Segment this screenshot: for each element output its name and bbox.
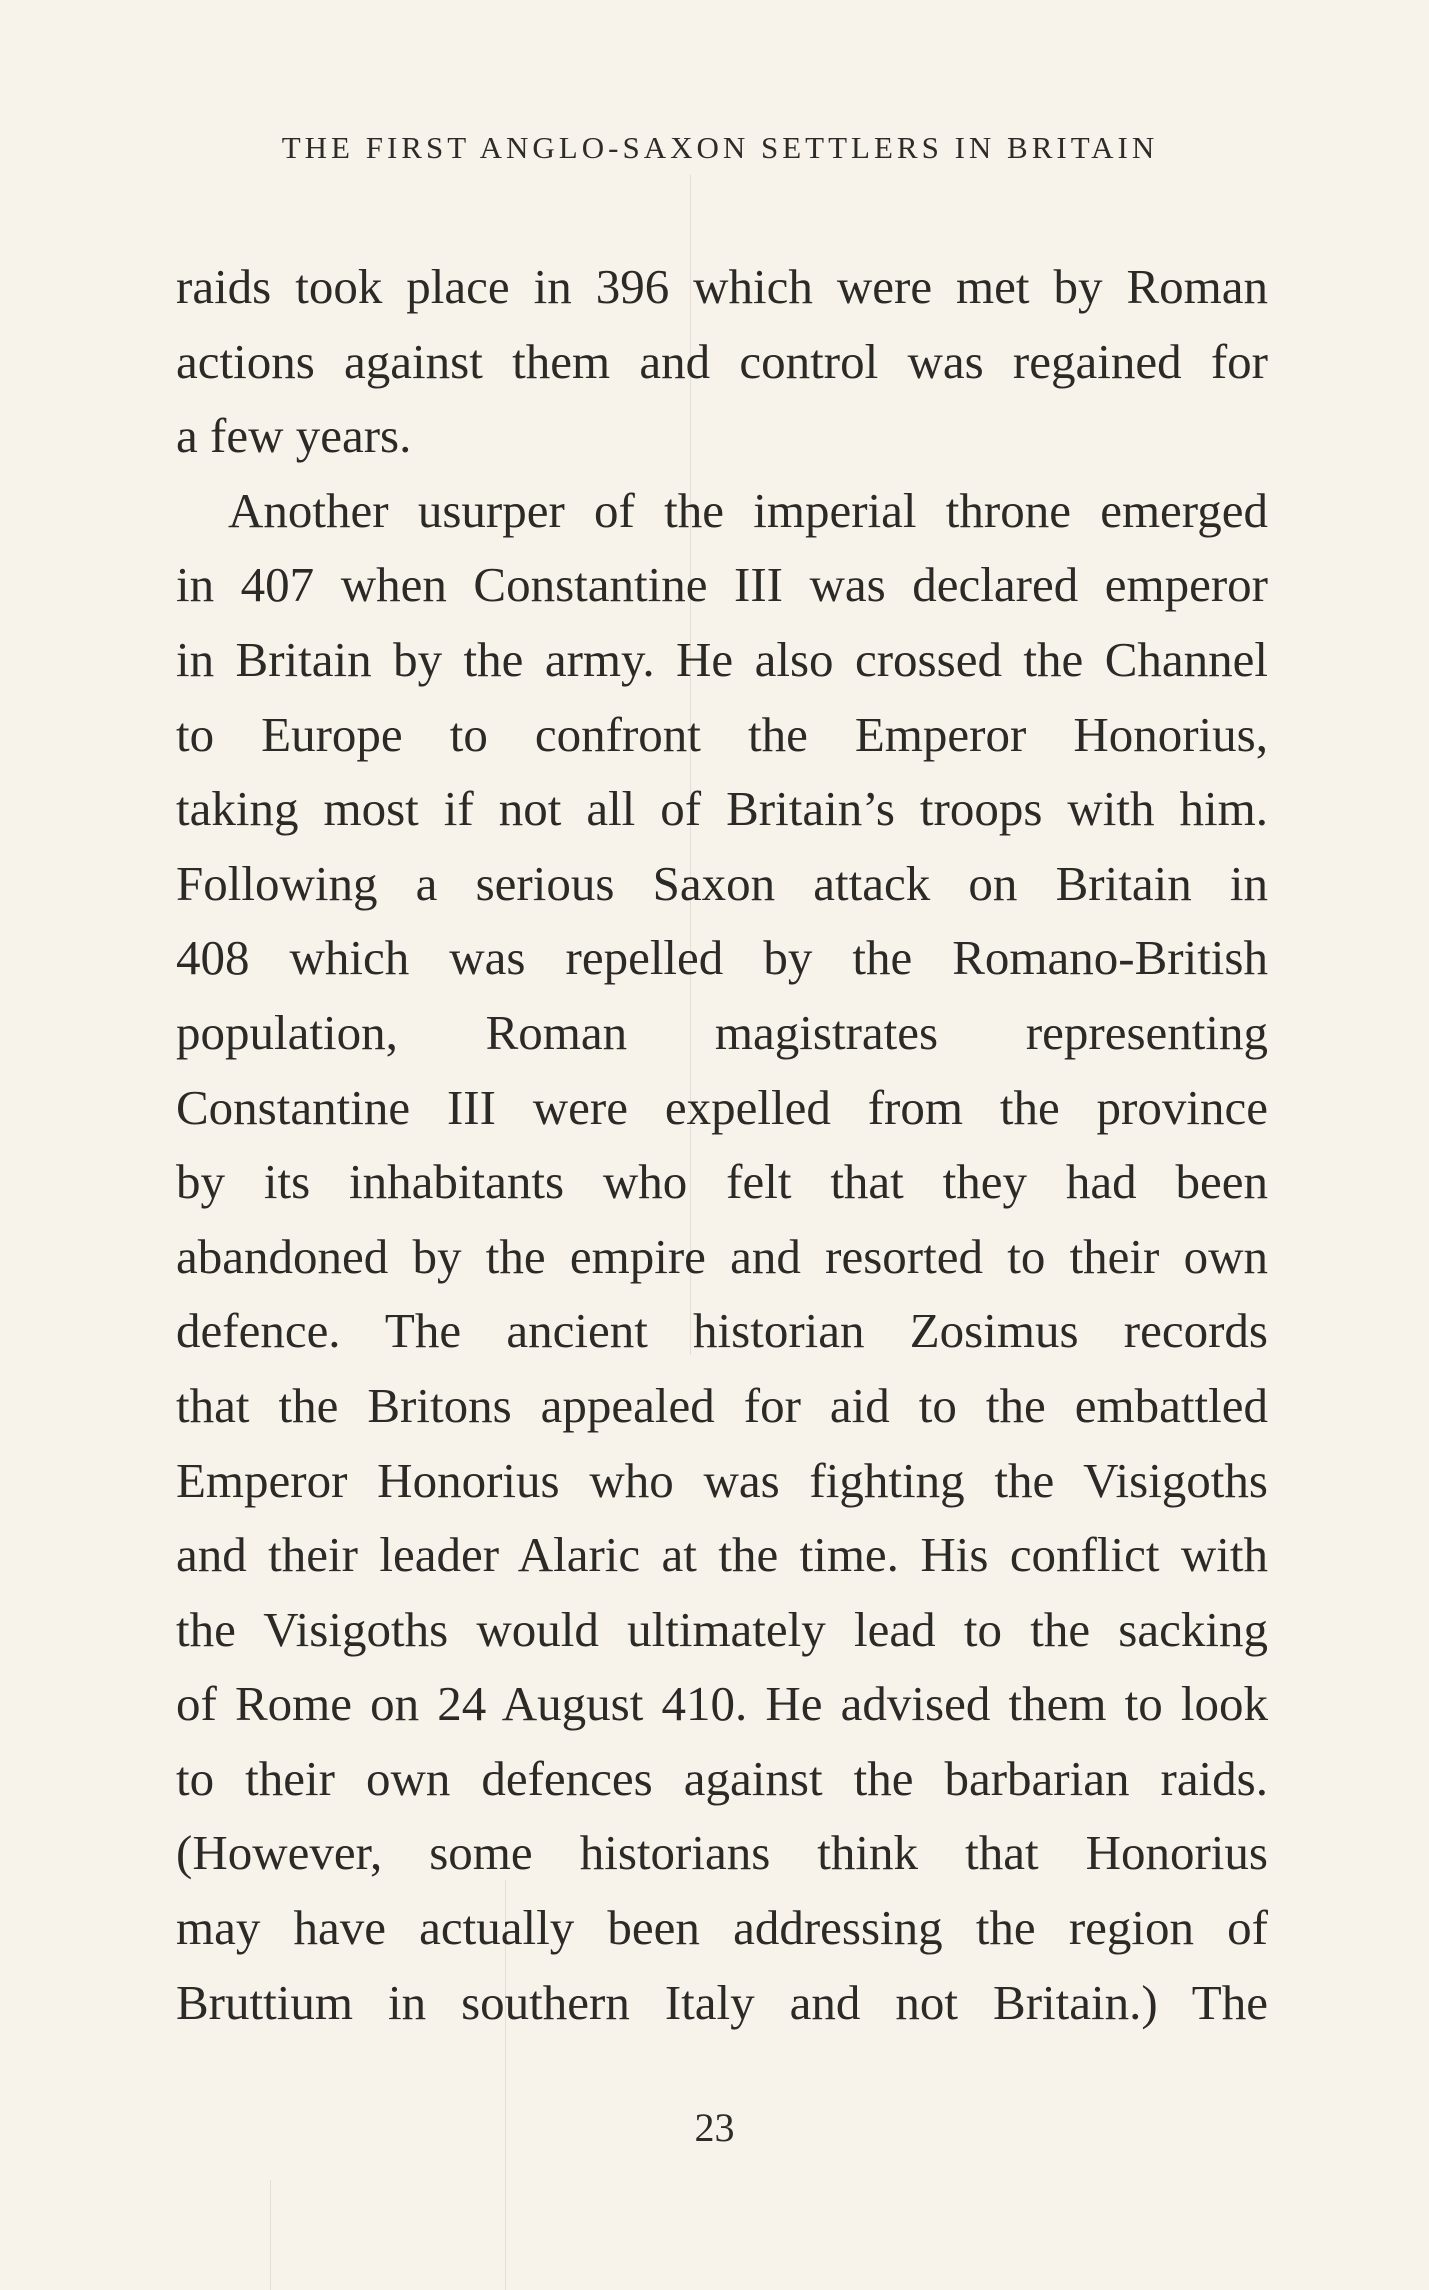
text-line: 408 which was repelled by the Romano-British [176, 930, 1268, 986]
text-line: raids took place in 396 which were met by Roman [176, 259, 1268, 314]
text-line: defence. The ancient historian Zosimus records [176, 1303, 1268, 1359]
scan-artifact [270, 2180, 271, 2290]
running-head: THE FIRST ANGLO-SAXON SETTLERS IN BRITAIN [281, 130, 1159, 165]
text-line: to Europe to confront the Emperor Honorius, [176, 706, 1268, 762]
text-line: Constantine III were expelled from the province [176, 1079, 1268, 1135]
text-line: in Britain by the army. He also crossed the Channel [176, 631, 1268, 687]
text-line: Emperor Honorius who was fighting the Visigoths [176, 1452, 1268, 1508]
text-line: taking most if not all of Britain’s troops with him. [176, 781, 1268, 837]
text-line: that the Britons appealed for aid to the embattled [176, 1377, 1268, 1433]
page-number: 23 [694, 2105, 735, 2150]
text-line: of Rome on 24 August 410. He advised them to look [176, 1676, 1268, 1732]
text-line: and their leader Alaric at the time. His conflict with [176, 1527, 1268, 1583]
body-text [176, 250, 1268, 2040]
text-line: the Visigoths would ultimately lead to the sacking [176, 1601, 1268, 1657]
text-line: to their own defences against the barbarian raids. [176, 1750, 1268, 1806]
text-line: may have actually been addressing the region of [176, 1900, 1268, 1956]
text-line: by its inhabitants who felt that they had been [176, 1154, 1268, 1210]
text-line: population, Roman magistrates representing [176, 1004, 1268, 1060]
text-line: (However, some historians think that Honorius [176, 1825, 1268, 1881]
text-line: in 407 when Constantine III was declared emperor [176, 557, 1268, 613]
text-line: actions against them and control was regained for [176, 333, 1268, 389]
text-line: Following a serious Saxon attack on Britain in [176, 855, 1268, 911]
text-line: Another usurper of the imperial throne emerged [228, 482, 1268, 538]
text-line: abandoned by the empire and resorted to their own [176, 1228, 1268, 1284]
text-line: a few years. [176, 408, 412, 464]
text-line: Bruttium in southern Italy and not Britain.) The [176, 1974, 1268, 2030]
